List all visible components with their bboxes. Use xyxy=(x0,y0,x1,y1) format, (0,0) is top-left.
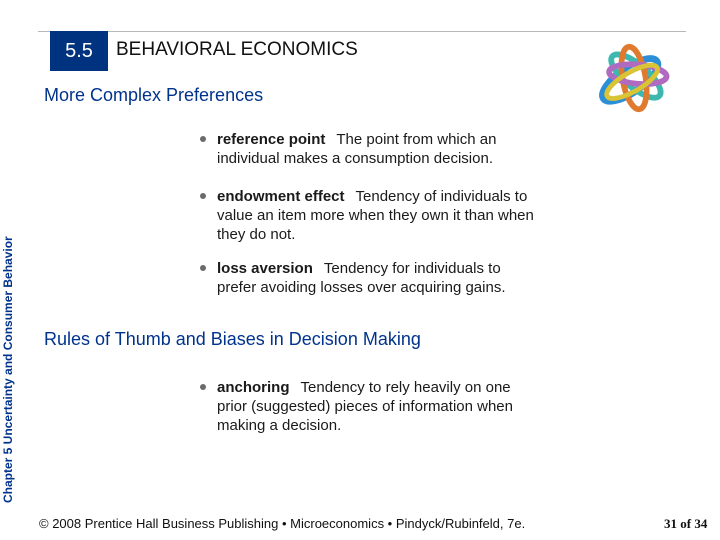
section-number-box xyxy=(50,31,108,71)
interlocking-rings-logo xyxy=(586,30,682,126)
section-number: 5.5 xyxy=(65,39,93,62)
term-definition: Tendency to rely heavily on one prior (suggested) pieces of information when making a decision. xyxy=(217,379,513,434)
term-definition: Tendency for individuals to prefer avoiding losses over acquiring gains. xyxy=(217,260,506,296)
term-definition: The point from which an individual makes a consumption decision. xyxy=(217,131,497,167)
term-name: loss aversion xyxy=(217,260,313,277)
bullet-icon xyxy=(200,384,206,390)
term-name: reference point xyxy=(217,131,326,148)
bullet-icon xyxy=(200,265,206,271)
section-title: BEHAVIORAL ECONOMICS xyxy=(116,39,358,60)
term-anchoring xyxy=(217,378,537,435)
subtitle: More Complex Preferences xyxy=(44,85,264,105)
term-loss-aversion xyxy=(217,259,542,297)
term-endowment-effect xyxy=(217,187,542,244)
footer-copyright: © 2008 Prentice Hall Business Publishing • Microeconomics • Pindyck/Rubinfeld, 7e. xyxy=(39,516,526,531)
term-name: anchoring xyxy=(217,379,290,396)
bullet-icon xyxy=(200,193,206,199)
term-reference-point xyxy=(217,130,547,168)
term-definition: Tendency of individuals to value an item more when they own it than when they do not. xyxy=(217,188,534,243)
section-heading-rules-of-thumb: Rules of Thumb and Biases in Decision Making xyxy=(44,329,421,349)
term-name: endowment effect xyxy=(217,188,345,205)
bullet-icon xyxy=(200,136,206,142)
page-number: 31 of 34 xyxy=(664,516,708,531)
chapter-side-label: Chapter 5 Uncertainty and Consumer Behavior xyxy=(1,236,15,503)
